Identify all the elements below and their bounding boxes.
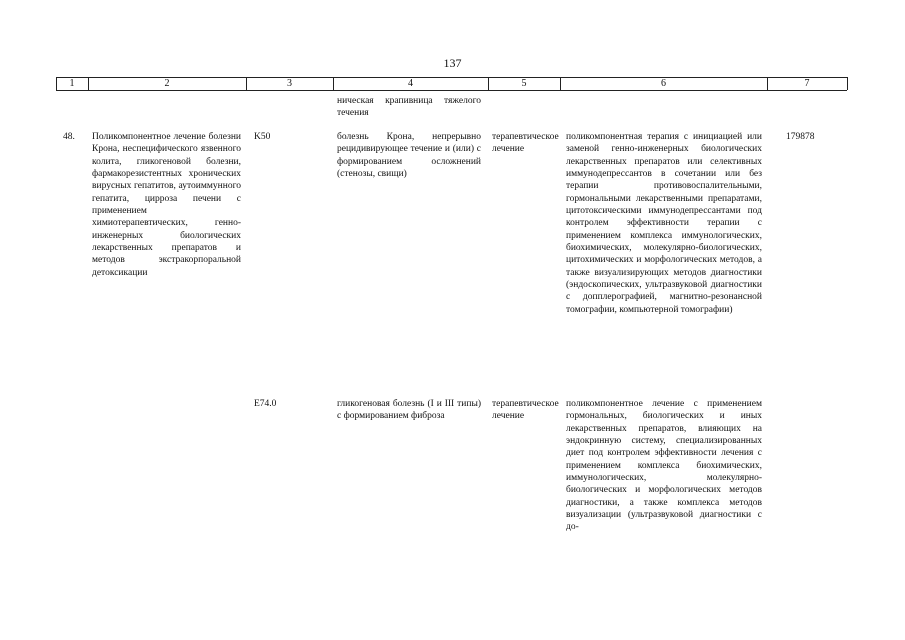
treatment-method: поликомпонентное лечение с применением гормональных, биологических и иных лекарственных препаратов, влияющих на эндокринную систему, специализированных диет под контролем эффективности лечения с применением комплекса биохимических, иммунологических, молекулярно-биологических и морфологических методов диагностики, а также комплекса методов визуализации (ультразвуковой диагностики с до- (566, 399, 762, 533)
cost-value: 179878 (786, 132, 815, 142)
disease-description: болезнь Крона, непрерывно рецидивирующее течение и (или) с формированием осложнений (стенозы, свищи) (337, 132, 481, 180)
continuation-disease-cell: ническая крапивница тяжелого течения (337, 96, 481, 119)
table-header-rule-bottom (56, 90, 847, 91)
column-number: 1 (69, 78, 75, 89)
treatment-method: поликомпонентная терапия с инициацией или заменой генно-инженерных биологических лекарственных препаратов или селективных иммунодепрессантов в сочетании или без терапии противовоспалительными, гормональными лекарственными препаратами, цитотоксическими иммунодепрессантами под контролем эффективности терапии с применением комплекса иммунологических, биохимических, молекулярно-биологических, цитохимических и морфологических методов, а также визуализирующих методов диагностики (эндоскопических, ультразвуковой диагностики с допплерографией, магнитно-резонансной томографии, компьютерной томографии) (566, 132, 762, 315)
page-number: 137 (443, 56, 462, 70)
treatment-type: терапевтическое лечение (492, 132, 559, 155)
column-number: 7 (804, 78, 810, 89)
icd-code: K50 (254, 132, 271, 142)
column-number: 6 (661, 78, 666, 89)
column-number: 5 (521, 78, 527, 89)
column-number: 4 (408, 78, 413, 89)
disease-description: гликогеновая болезнь (I и III типы) с формированием фиброза (337, 399, 481, 422)
treatment-type: терапевтическое лечение (492, 399, 559, 422)
column-separator (847, 77, 848, 90)
icd-code: E74.0 (254, 399, 277, 409)
column-number: 2 (164, 78, 170, 89)
row-number: 48. (63, 132, 75, 142)
column-number: 3 (287, 78, 292, 89)
treatment-profile-name: Поликомпонентное лечение болезни Крона, неспецифического язвенного колита, гликогеновой болезни, фармакорезистентных хронических вирусных гепатитов, аутоиммунного гепатита, цирроза печени с применением химиотерапевтических, генно-инженерных биологических лекарственных препаратов и методов экстракорпоральной детоксикации (92, 132, 241, 278)
